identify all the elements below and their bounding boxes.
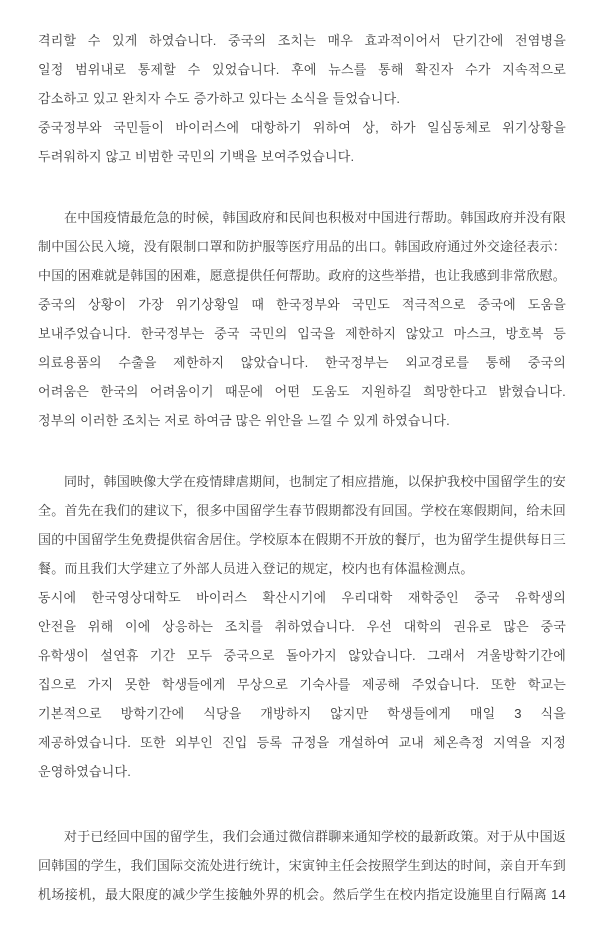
text-line: 中国的困难就是韩国的困难，愿意提供任何帮助。政府的这些举措，也让我感到非常欣慰。	[38, 268, 566, 283]
text-line: 在中国疫情最危急的时候，韩国政府和民间也积极对中国进行帮助。韩国政府并没有限	[64, 210, 566, 225]
paragraph-gap	[38, 435, 566, 467]
paragraph-gap	[38, 171, 566, 203]
text-line: 机场接机，最大限度的减少学生接触外界的机会。然后学生在校内指定设施里自行隔离 14	[38, 887, 566, 902]
text-line: 정부의 이러한 조치는 저로 하여금 많은 위안을 느낄 수 있게 하였습니다.	[38, 413, 450, 428]
text-line: 운영하였습니다.	[38, 764, 132, 779]
text-line: 유학생이 설연휴 기간 모두 중국으로 돌아가지 않았습니다. 그래서 겨울방학기간에	[38, 648, 566, 663]
text-line: 집으로 가지 못한 학생들에게 무상으로 기숙사를 제공해 주었습니다. 또한 학교는	[38, 677, 566, 692]
paragraph-gap	[38, 786, 566, 822]
text-line: 어려움은 한국의 어려움이기 때문에 어떤 도움도 지원하길 희망한다고 밝혔습니다.	[38, 384, 566, 399]
text-line: 중국의 상황이 가장 위기상황일 때 한국정부와 국민도 적극적으로 중국에 도움을	[38, 297, 566, 312]
paragraph-returning-students	[38, 822, 566, 909]
text-line: 기본적으로 방학기간에 식당을 개방하지 않지만 학생들에게 매일 3 식을	[38, 706, 566, 721]
text-line: 同时，韩国映像大学在疫情肆虐期间，也制定了相应措施，以保护我校中国留学生的安	[64, 474, 566, 489]
text-line: 回韩国的学生，我们国际交流处进行统计，宋寅钟主任会按照学生到达的时间，亲自开车到	[38, 858, 566, 873]
text-line: 餐。而且我们大学建立了外部人员进入登记的规定，校内也有体温检测点。	[38, 561, 474, 576]
text-line: 제공하였습니다. 또한 외부인 진입 등록 규정을 개설하여 교내 체온측정 지역을 지정	[38, 735, 566, 750]
text-line: 중국정부와 국민들이 바이러스에 대항하기 위하여 상, 하가 일심동체로 위기상황을	[38, 120, 566, 135]
text-line: 国的中国留学生免费提供宿舍居住。学校原本在假期不开放的餐厅，也为留学生提供每日三	[38, 532, 566, 547]
paragraph-university-measures	[38, 467, 566, 786]
text-line: 의료용품의 수출을 제한하지 않았습니다. 한국정부는 외교경로를 통해 중국의	[38, 355, 566, 370]
paragraph-chinese-korean-help	[38, 203, 566, 435]
text-line: 일정 범위내로 통제할 수 있었습니다. 후에 뉴스를 통해 확진자 수가 지속적으로	[38, 62, 566, 77]
text-line: 对于已经回中国的留学生，我们会通过微信群聊来通知学校的最新政策。对于从中国返	[64, 829, 566, 844]
text-line: 안전을 위해 이에 상응하는 조치를 취하였습니다. 우선 대학의 권유로 많은 중국	[38, 619, 566, 634]
text-line: 감소하고 있고 완치자 수도 증가하고 있다는 소식을 들었습니다.	[38, 91, 401, 106]
paragraph-korean-continuation	[38, 26, 566, 171]
text-line: 全。首先在我们的建议下，很多中国留学生春节假期都没有回国。学校在寒假期间，给未回	[38, 503, 566, 518]
text-line: 격리할 수 있게 하였습니다. 중국의 조치는 매우 효과적이어서 단기간에 전염병을	[38, 33, 566, 48]
text-line: 동시에 한국영상대학도 바이러스 확산시기에 우리대학 재학중인 중국 유학생의	[38, 590, 566, 605]
text-line: 보내주었습니다. 한국정부는 중국 국민의 입국을 제한하지 않았고 마스크, 방호복 등	[38, 326, 566, 341]
text-line: 두려워하지 않고 비범한 국민의 기백을 보여주었습니다.	[38, 149, 355, 164]
text-line: 制中国公民入境，没有限制口罩和防护服等医疗用品的出口。韩国政府通过外交途径表示：	[38, 239, 566, 254]
